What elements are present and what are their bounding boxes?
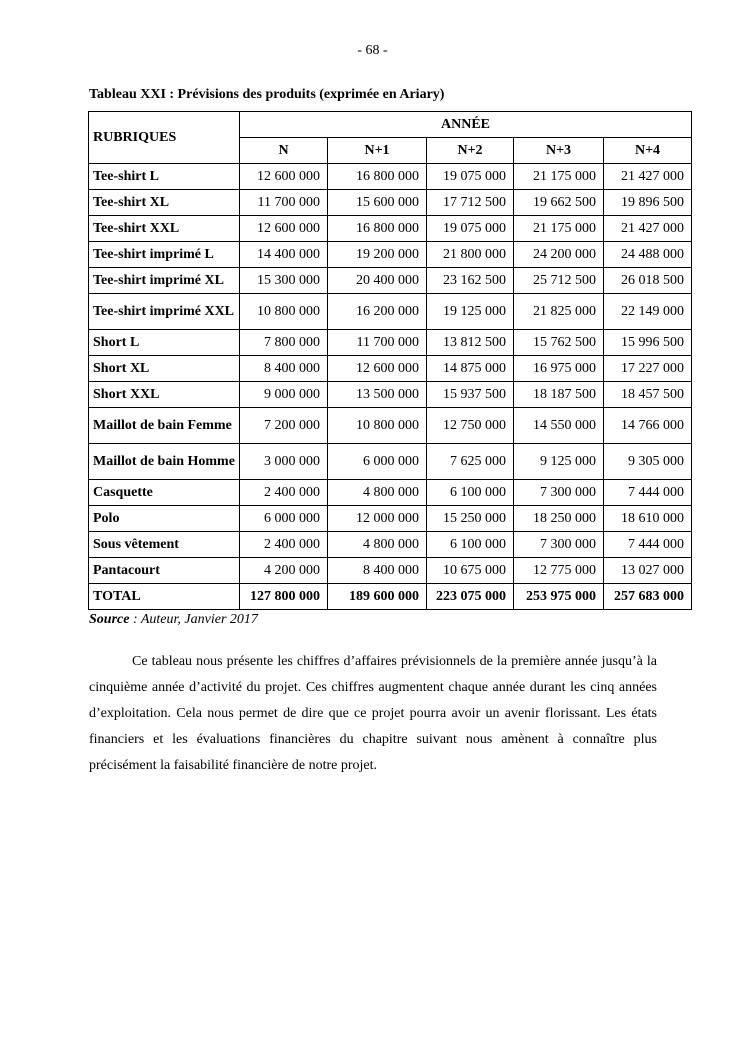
value-cell: 11 700 000 bbox=[240, 190, 328, 216]
body-paragraph: Ce tableau nous présente les chiffres d’affaires prévisionnels de la première année jusqu’à la cinquième année d’activité du projet. Ces chiffres augmentent chaque année durant les cinq années d’exploitation. Cela nous permet de dire que ce projet pourra avoir un avenir florissant. Les états financiers et les évaluations financières du chapitre suivant nous amènent à connaître plus précisément la faisabilité financière de notre projet. bbox=[89, 654, 657, 773]
row-label: Tee-shirt imprimé XXL bbox=[89, 294, 240, 330]
value-cell: 15 250 000 bbox=[427, 506, 514, 532]
table-row bbox=[89, 480, 692, 506]
value-cell: 7 200 000 bbox=[240, 408, 328, 444]
value-cell: 15 937 500 bbox=[427, 382, 514, 408]
table-row bbox=[89, 190, 692, 216]
row-label: Short L bbox=[89, 330, 240, 356]
table-row bbox=[89, 444, 692, 480]
value-cell: 11 700 000 bbox=[328, 330, 427, 356]
value-cell: 21 175 000 bbox=[514, 164, 604, 190]
value-cell: 19 896 500 bbox=[604, 190, 692, 216]
value-cell: 22 149 000 bbox=[604, 294, 692, 330]
value-cell: 14 766 000 bbox=[604, 408, 692, 444]
value-cell: 19 075 000 bbox=[427, 164, 514, 190]
value-cell: 21 175 000 bbox=[514, 216, 604, 242]
value-cell: 18 250 000 bbox=[514, 506, 604, 532]
header-annee: ANNÉE bbox=[240, 112, 692, 138]
value-cell: 9 125 000 bbox=[514, 444, 604, 480]
value-cell: 19 125 000 bbox=[427, 294, 514, 330]
row-label: Pantacourt bbox=[89, 558, 240, 584]
value-cell: 9 000 000 bbox=[240, 382, 328, 408]
value-cell: 26 018 500 bbox=[604, 268, 692, 294]
table-row bbox=[89, 330, 692, 356]
value-cell: 4 800 000 bbox=[328, 480, 427, 506]
value-cell: 16 975 000 bbox=[514, 356, 604, 382]
value-cell: 12 750 000 bbox=[427, 408, 514, 444]
total-value-cell: 189 600 000 bbox=[328, 584, 427, 610]
value-cell: 15 996 500 bbox=[604, 330, 692, 356]
source-text: : Auteur, Janvier 2017 bbox=[129, 612, 258, 627]
value-cell: 21 825 000 bbox=[514, 294, 604, 330]
value-cell: 15 300 000 bbox=[240, 268, 328, 294]
row-label: Casquette bbox=[89, 480, 240, 506]
value-cell: 13 812 500 bbox=[427, 330, 514, 356]
value-cell: 3 000 000 bbox=[240, 444, 328, 480]
value-cell: 19 662 500 bbox=[514, 190, 604, 216]
year-header: N+3 bbox=[514, 138, 604, 164]
value-cell: 24 200 000 bbox=[514, 242, 604, 268]
value-cell: 13 500 000 bbox=[328, 382, 427, 408]
value-cell: 10 800 000 bbox=[328, 408, 427, 444]
value-cell: 18 187 500 bbox=[514, 382, 604, 408]
value-cell: 12 600 000 bbox=[240, 164, 328, 190]
total-value-cell: 253 975 000 bbox=[514, 584, 604, 610]
table-row bbox=[89, 356, 692, 382]
value-cell: 7 625 000 bbox=[427, 444, 514, 480]
value-cell: 9 305 000 bbox=[604, 444, 692, 480]
year-header: N+1 bbox=[328, 138, 427, 164]
value-cell: 21 427 000 bbox=[604, 216, 692, 242]
value-cell: 2 400 000 bbox=[240, 480, 328, 506]
header-rubriques: RUBRIQUES bbox=[89, 112, 240, 164]
value-cell: 12 000 000 bbox=[328, 506, 427, 532]
total-value-cell: 127 800 000 bbox=[240, 584, 328, 610]
value-cell: 24 488 000 bbox=[604, 242, 692, 268]
value-cell: 8 400 000 bbox=[328, 558, 427, 584]
table-row bbox=[89, 532, 692, 558]
row-label: Sous vêtement bbox=[89, 532, 240, 558]
total-row bbox=[89, 584, 692, 610]
value-cell: 12 600 000 bbox=[240, 216, 328, 242]
value-cell: 19 200 000 bbox=[328, 242, 427, 268]
table-body bbox=[89, 164, 692, 610]
total-label: TOTAL bbox=[89, 584, 240, 610]
table-row bbox=[89, 506, 692, 532]
value-cell: 6 000 000 bbox=[328, 444, 427, 480]
value-cell: 17 227 000 bbox=[604, 356, 692, 382]
source-note bbox=[89, 612, 258, 628]
table-row bbox=[89, 294, 692, 330]
value-cell: 7 300 000 bbox=[514, 532, 604, 558]
row-label: Tee-shirt imprimé L bbox=[89, 242, 240, 268]
row-label: Tee-shirt XL bbox=[89, 190, 240, 216]
value-cell: 18 457 500 bbox=[604, 382, 692, 408]
value-cell: 7 444 000 bbox=[604, 480, 692, 506]
value-cell: 14 400 000 bbox=[240, 242, 328, 268]
value-cell: 6 000 000 bbox=[240, 506, 328, 532]
value-cell: 16 200 000 bbox=[328, 294, 427, 330]
value-cell: 16 800 000 bbox=[328, 164, 427, 190]
value-cell: 12 600 000 bbox=[328, 356, 427, 382]
value-cell: 7 800 000 bbox=[240, 330, 328, 356]
value-cell: 12 775 000 bbox=[514, 558, 604, 584]
page-number: - 68 - bbox=[357, 43, 388, 58]
table-caption: Tableau XXI : Prévisions des produits (exprimée en Ariary) bbox=[89, 87, 445, 102]
value-cell: 4 200 000 bbox=[240, 558, 328, 584]
table-row bbox=[89, 242, 692, 268]
total-value-cell: 257 683 000 bbox=[604, 584, 692, 610]
value-cell: 23 162 500 bbox=[427, 268, 514, 294]
year-header: N bbox=[240, 138, 328, 164]
row-label: Short XL bbox=[89, 356, 240, 382]
row-label: Tee-shirt L bbox=[89, 164, 240, 190]
table-row bbox=[89, 382, 692, 408]
value-cell: 19 075 000 bbox=[427, 216, 514, 242]
value-cell: 8 400 000 bbox=[240, 356, 328, 382]
value-cell: 14 550 000 bbox=[514, 408, 604, 444]
value-cell: 13 027 000 bbox=[604, 558, 692, 584]
table-row bbox=[89, 164, 692, 190]
value-cell: 15 762 500 bbox=[514, 330, 604, 356]
row-label: Maillot de bain Femme bbox=[89, 408, 240, 444]
value-cell: 16 800 000 bbox=[328, 216, 427, 242]
value-cell: 14 875 000 bbox=[427, 356, 514, 382]
row-label: Tee-shirt imprimé XL bbox=[89, 268, 240, 294]
year-header: N+2 bbox=[427, 138, 514, 164]
row-label: Short XXL bbox=[89, 382, 240, 408]
row-label: Tee-shirt XXL bbox=[89, 216, 240, 242]
forecast-table bbox=[88, 111, 692, 610]
row-label: Polo bbox=[89, 506, 240, 532]
value-cell: 18 610 000 bbox=[604, 506, 692, 532]
value-cell: 4 800 000 bbox=[328, 532, 427, 558]
value-cell: 15 600 000 bbox=[328, 190, 427, 216]
value-cell: 10 675 000 bbox=[427, 558, 514, 584]
year-header: N+4 bbox=[604, 138, 692, 164]
value-cell: 7 444 000 bbox=[604, 532, 692, 558]
table-row bbox=[89, 216, 692, 242]
value-cell: 7 300 000 bbox=[514, 480, 604, 506]
table-row bbox=[89, 268, 692, 294]
row-label: Maillot de bain Homme bbox=[89, 444, 240, 480]
value-cell: 10 800 000 bbox=[240, 294, 328, 330]
value-cell: 6 100 000 bbox=[427, 480, 514, 506]
value-cell: 21 800 000 bbox=[427, 242, 514, 268]
source-label: Source bbox=[89, 612, 130, 627]
value-cell: 25 712 500 bbox=[514, 268, 604, 294]
table-row bbox=[89, 558, 692, 584]
value-cell: 20 400 000 bbox=[328, 268, 427, 294]
value-cell: 2 400 000 bbox=[240, 532, 328, 558]
value-cell: 21 427 000 bbox=[604, 164, 692, 190]
value-cell: 17 712 500 bbox=[427, 190, 514, 216]
value-cell: 6 100 000 bbox=[427, 532, 514, 558]
table-row bbox=[89, 408, 692, 444]
total-value-cell: 223 075 000 bbox=[427, 584, 514, 610]
